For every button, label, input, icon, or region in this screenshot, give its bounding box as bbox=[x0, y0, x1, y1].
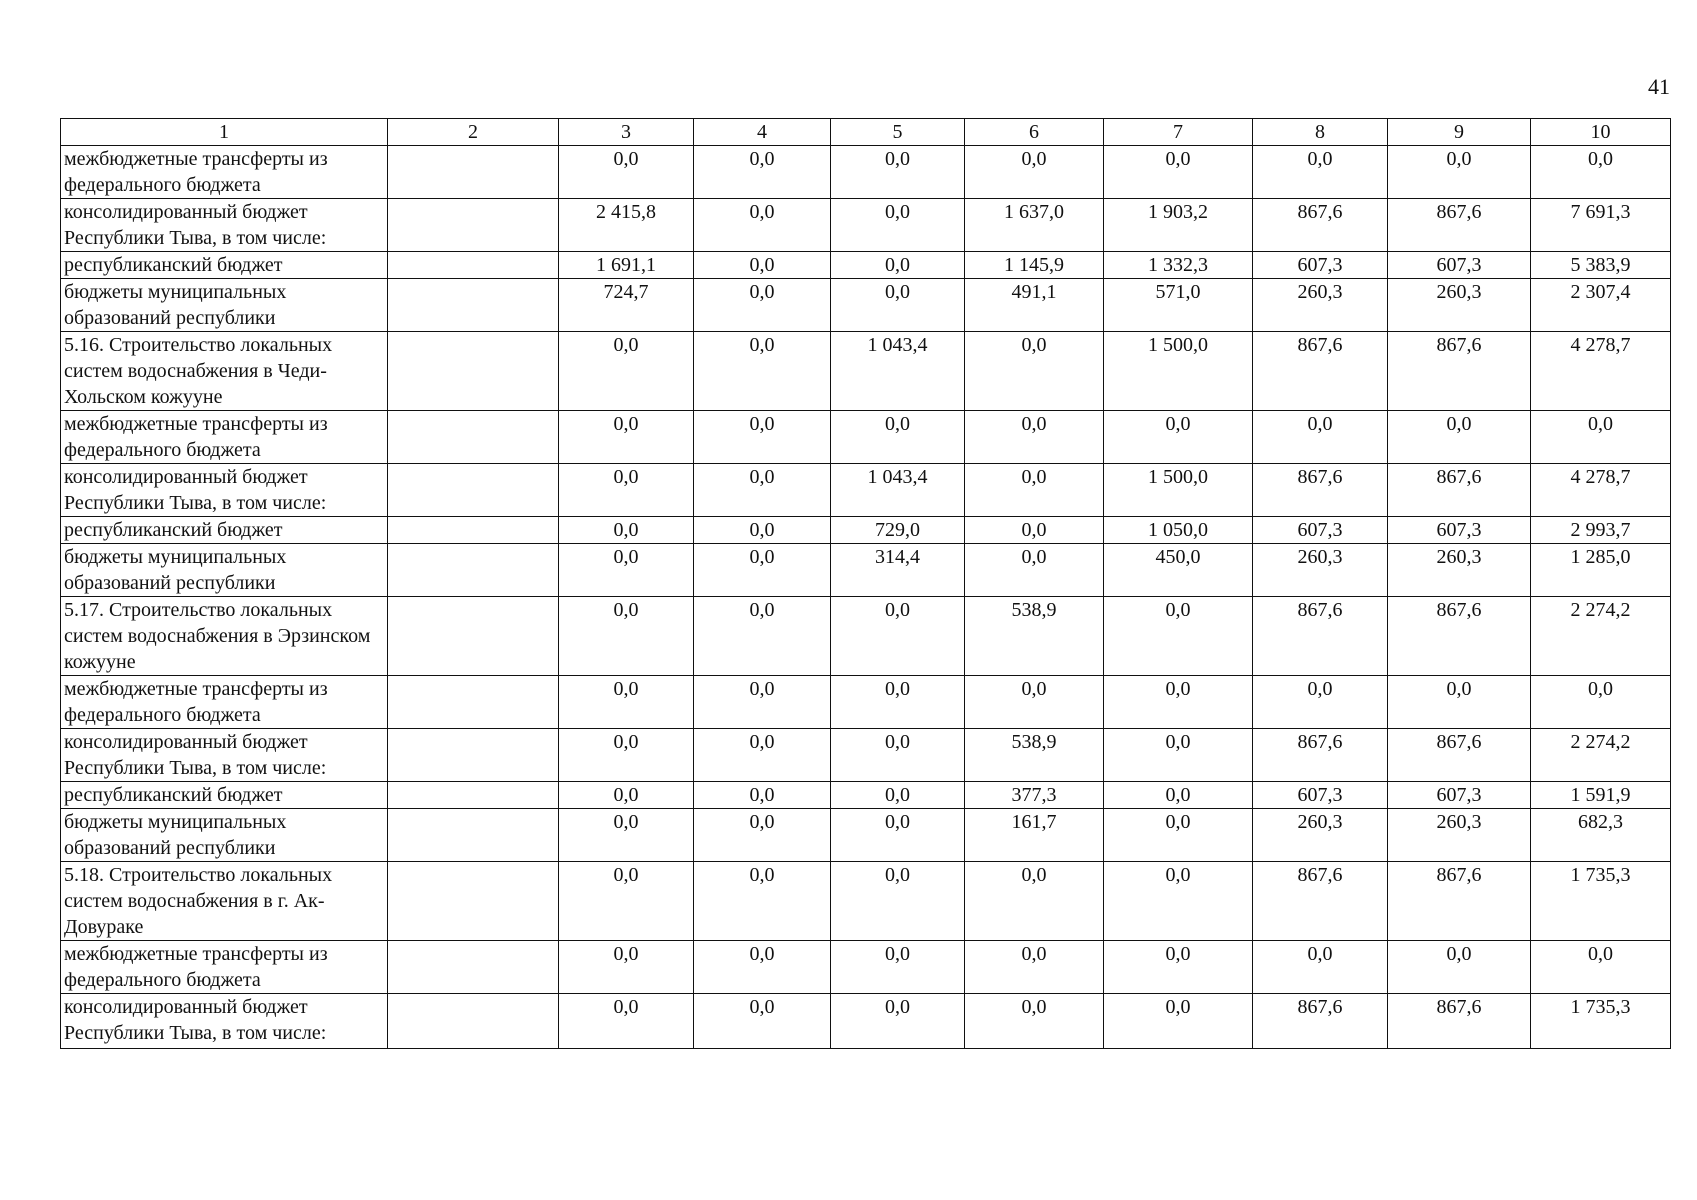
table-row bbox=[61, 332, 1671, 411]
row-label: межбюджетные трансферты из федерального бюджета bbox=[61, 146, 388, 199]
value-cell: 260,3 bbox=[1253, 279, 1388, 332]
value-cell: 0,0 bbox=[694, 517, 831, 544]
value-cell: 491,1 bbox=[965, 279, 1104, 332]
row-label: межбюджетные трансферты из федерального бюджета bbox=[61, 941, 388, 994]
value-cell: 0,0 bbox=[965, 862, 1104, 941]
value-cell: 607,3 bbox=[1253, 517, 1388, 544]
value-cell: 0,0 bbox=[965, 544, 1104, 597]
value-cell: 0,0 bbox=[1104, 146, 1253, 199]
value-cell: 2 274,2 bbox=[1531, 729, 1671, 782]
value-cell: 1 043,4 bbox=[831, 464, 965, 517]
responsible-cell bbox=[388, 994, 559, 1049]
row-label: межбюджетные трансферты из федерального бюджета bbox=[61, 411, 388, 464]
value-cell: 0,0 bbox=[559, 729, 694, 782]
value-cell: 1 500,0 bbox=[1104, 464, 1253, 517]
value-cell: 867,6 bbox=[1388, 597, 1531, 676]
value-cell: 571,0 bbox=[1104, 279, 1253, 332]
value-cell: 867,6 bbox=[1253, 332, 1388, 411]
table-row bbox=[61, 597, 1671, 676]
value-cell: 0,0 bbox=[831, 411, 965, 464]
table-row bbox=[61, 517, 1671, 544]
value-cell: 0,0 bbox=[831, 809, 965, 862]
responsible-cell bbox=[388, 332, 559, 411]
table-row bbox=[61, 782, 1671, 809]
column-header: 2 bbox=[388, 119, 559, 146]
value-cell: 260,3 bbox=[1253, 544, 1388, 597]
table-row bbox=[61, 464, 1671, 517]
column-header: 7 bbox=[1104, 119, 1253, 146]
value-cell: 0,0 bbox=[965, 941, 1104, 994]
table-row bbox=[61, 676, 1671, 729]
value-cell: 0,0 bbox=[1104, 862, 1253, 941]
value-cell: 0,0 bbox=[965, 464, 1104, 517]
value-cell: 1 735,3 bbox=[1531, 862, 1671, 941]
value-cell: 260,3 bbox=[1388, 279, 1531, 332]
value-cell: 0,0 bbox=[965, 994, 1104, 1049]
value-cell: 0,0 bbox=[694, 146, 831, 199]
value-cell: 0,0 bbox=[1388, 146, 1531, 199]
value-cell: 0,0 bbox=[965, 411, 1104, 464]
row-label: 5.18. Строительство локальных систем водоснабжения в г. Ак-Довураке bbox=[61, 862, 388, 941]
table-row bbox=[61, 279, 1671, 332]
value-cell: 867,6 bbox=[1253, 597, 1388, 676]
table-row bbox=[61, 729, 1671, 782]
value-cell: 867,6 bbox=[1253, 862, 1388, 941]
value-cell: 867,6 bbox=[1388, 464, 1531, 517]
column-header: 5 bbox=[831, 119, 965, 146]
value-cell: 867,6 bbox=[1253, 464, 1388, 517]
value-cell: 314,4 bbox=[831, 544, 965, 597]
value-cell: 1 050,0 bbox=[1104, 517, 1253, 544]
value-cell: 0,0 bbox=[559, 941, 694, 994]
value-cell: 538,9 bbox=[965, 729, 1104, 782]
value-cell: 0,0 bbox=[559, 544, 694, 597]
value-cell: 0,0 bbox=[965, 676, 1104, 729]
value-cell: 0,0 bbox=[831, 782, 965, 809]
value-cell: 0,0 bbox=[694, 994, 831, 1049]
value-cell: 0,0 bbox=[1388, 411, 1531, 464]
row-label: республиканский бюджет bbox=[61, 252, 388, 279]
table-row bbox=[61, 411, 1671, 464]
table-header bbox=[61, 119, 1671, 146]
row-label: консолидированный бюджет Республики Тыва, в том числе: bbox=[61, 729, 388, 782]
value-cell: 867,6 bbox=[1253, 994, 1388, 1049]
value-cell: 0,0 bbox=[559, 411, 694, 464]
value-cell: 0,0 bbox=[559, 464, 694, 517]
value-cell: 1 691,1 bbox=[559, 252, 694, 279]
value-cell: 0,0 bbox=[694, 411, 831, 464]
value-cell: 0,0 bbox=[559, 809, 694, 862]
value-cell: 5 383,9 bbox=[1531, 252, 1671, 279]
value-cell: 0,0 bbox=[559, 782, 694, 809]
responsible-cell bbox=[388, 597, 559, 676]
value-cell: 0,0 bbox=[1104, 411, 1253, 464]
value-cell: 1 285,0 bbox=[1531, 544, 1671, 597]
value-cell: 538,9 bbox=[965, 597, 1104, 676]
value-cell: 0,0 bbox=[1104, 782, 1253, 809]
value-cell: 0,0 bbox=[694, 862, 831, 941]
value-cell: 0,0 bbox=[694, 464, 831, 517]
value-cell: 0,0 bbox=[831, 862, 965, 941]
responsible-cell bbox=[388, 199, 559, 252]
value-cell: 867,6 bbox=[1253, 199, 1388, 252]
value-cell: 607,3 bbox=[1253, 252, 1388, 279]
table-row bbox=[61, 994, 1671, 1049]
value-cell: 0,0 bbox=[559, 332, 694, 411]
value-cell: 0,0 bbox=[1104, 994, 1253, 1049]
value-cell: 4 278,7 bbox=[1531, 464, 1671, 517]
value-cell: 867,6 bbox=[1388, 994, 1531, 1049]
value-cell: 0,0 bbox=[559, 994, 694, 1049]
value-cell: 0,0 bbox=[1104, 809, 1253, 862]
value-cell: 0,0 bbox=[965, 146, 1104, 199]
value-cell: 260,3 bbox=[1388, 809, 1531, 862]
value-cell: 1 145,9 bbox=[965, 252, 1104, 279]
value-cell: 450,0 bbox=[1104, 544, 1253, 597]
responsible-cell bbox=[388, 782, 559, 809]
value-cell: 0,0 bbox=[1253, 676, 1388, 729]
value-cell: 1 043,4 bbox=[831, 332, 965, 411]
row-label: республиканский бюджет bbox=[61, 517, 388, 544]
value-cell: 0,0 bbox=[1104, 676, 1253, 729]
value-cell: 0,0 bbox=[1253, 411, 1388, 464]
value-cell: 0,0 bbox=[694, 782, 831, 809]
value-cell: 377,3 bbox=[965, 782, 1104, 809]
value-cell: 0,0 bbox=[694, 941, 831, 994]
value-cell: 607,3 bbox=[1388, 517, 1531, 544]
value-cell: 0,0 bbox=[831, 199, 965, 252]
value-cell: 2 274,2 bbox=[1531, 597, 1671, 676]
value-cell: 0,0 bbox=[694, 252, 831, 279]
value-cell: 0,0 bbox=[1531, 941, 1671, 994]
value-cell: 7 691,3 bbox=[1531, 199, 1671, 252]
value-cell: 867,6 bbox=[1388, 199, 1531, 252]
row-label: межбюджетные трансферты из федерального бюджета bbox=[61, 676, 388, 729]
value-cell: 0,0 bbox=[694, 597, 831, 676]
value-cell: 0,0 bbox=[694, 544, 831, 597]
value-cell: 0,0 bbox=[1104, 729, 1253, 782]
value-cell: 1 332,3 bbox=[1104, 252, 1253, 279]
value-cell: 0,0 bbox=[559, 676, 694, 729]
row-label: бюджеты муниципальных образований республики bbox=[61, 279, 388, 332]
table-row bbox=[61, 809, 1671, 862]
column-header: 3 bbox=[559, 119, 694, 146]
value-cell: 729,0 bbox=[831, 517, 965, 544]
column-header: 8 bbox=[1253, 119, 1388, 146]
value-cell: 724,7 bbox=[559, 279, 694, 332]
table-row bbox=[61, 252, 1671, 279]
value-cell: 0,0 bbox=[559, 146, 694, 199]
value-cell: 0,0 bbox=[694, 676, 831, 729]
responsible-cell bbox=[388, 517, 559, 544]
column-header: 6 bbox=[965, 119, 1104, 146]
value-cell: 0,0 bbox=[831, 941, 965, 994]
value-cell: 0,0 bbox=[831, 146, 965, 199]
row-label: консолидированный бюджет Республики Тыва, в том числе: bbox=[61, 199, 388, 252]
row-label: консолидированный бюджет Республики Тыва, в том числе: bbox=[61, 994, 388, 1049]
responsible-cell bbox=[388, 862, 559, 941]
value-cell: 2 415,8 bbox=[559, 199, 694, 252]
table-row bbox=[61, 146, 1671, 199]
responsible-cell bbox=[388, 729, 559, 782]
value-cell: 0,0 bbox=[1531, 676, 1671, 729]
value-cell: 0,0 bbox=[831, 252, 965, 279]
value-cell: 260,3 bbox=[1388, 544, 1531, 597]
value-cell: 0,0 bbox=[1531, 146, 1671, 199]
column-header: 4 bbox=[694, 119, 831, 146]
value-cell: 1 591,9 bbox=[1531, 782, 1671, 809]
value-cell: 0,0 bbox=[694, 809, 831, 862]
value-cell: 0,0 bbox=[694, 199, 831, 252]
value-cell: 0,0 bbox=[694, 729, 831, 782]
value-cell: 0,0 bbox=[559, 862, 694, 941]
row-label: 5.16. Строительство локальных систем водоснабжения в Чеди-Хольском кожууне bbox=[61, 332, 388, 411]
value-cell: 0,0 bbox=[694, 279, 831, 332]
column-header: 9 bbox=[1388, 119, 1531, 146]
value-cell: 867,6 bbox=[1388, 862, 1531, 941]
value-cell: 1 637,0 bbox=[965, 199, 1104, 252]
row-label: бюджеты муниципальных образований республики bbox=[61, 544, 388, 597]
column-header: 1 bbox=[61, 119, 388, 146]
value-cell: 607,3 bbox=[1253, 782, 1388, 809]
value-cell: 682,3 bbox=[1531, 809, 1671, 862]
value-cell: 867,6 bbox=[1253, 729, 1388, 782]
value-cell: 0,0 bbox=[965, 517, 1104, 544]
budget-table bbox=[60, 118, 1671, 1049]
responsible-cell bbox=[388, 252, 559, 279]
value-cell: 2 993,7 bbox=[1531, 517, 1671, 544]
value-cell: 0,0 bbox=[1104, 941, 1253, 994]
value-cell: 607,3 bbox=[1388, 782, 1531, 809]
responsible-cell bbox=[388, 676, 559, 729]
value-cell: 867,6 bbox=[1388, 332, 1531, 411]
responsible-cell bbox=[388, 809, 559, 862]
value-cell: 2 307,4 bbox=[1531, 279, 1671, 332]
value-cell: 0,0 bbox=[1253, 941, 1388, 994]
value-cell: 1 903,2 bbox=[1104, 199, 1253, 252]
value-cell: 4 278,7 bbox=[1531, 332, 1671, 411]
row-label: бюджеты муниципальных образований республики bbox=[61, 809, 388, 862]
value-cell: 0,0 bbox=[559, 597, 694, 676]
column-number-row bbox=[61, 119, 1671, 146]
value-cell: 0,0 bbox=[1388, 676, 1531, 729]
table-row bbox=[61, 941, 1671, 994]
value-cell: 0,0 bbox=[1104, 597, 1253, 676]
page-number: 41 bbox=[1648, 74, 1670, 99]
row-label: республиканский бюджет bbox=[61, 782, 388, 809]
table-row bbox=[61, 544, 1671, 597]
responsible-cell bbox=[388, 146, 559, 199]
value-cell: 0,0 bbox=[1531, 411, 1671, 464]
responsible-cell bbox=[388, 411, 559, 464]
value-cell: 0,0 bbox=[831, 279, 965, 332]
responsible-cell bbox=[388, 279, 559, 332]
table-row bbox=[61, 199, 1671, 252]
value-cell: 1 735,3 bbox=[1531, 994, 1671, 1049]
value-cell: 0,0 bbox=[694, 332, 831, 411]
row-label: 5.17. Строительство локальных систем водоснабжения в Эрзинском кожууне bbox=[61, 597, 388, 676]
responsible-cell bbox=[388, 544, 559, 597]
value-cell: 0,0 bbox=[559, 517, 694, 544]
value-cell: 0,0 bbox=[965, 332, 1104, 411]
value-cell: 1 500,0 bbox=[1104, 332, 1253, 411]
value-cell: 0,0 bbox=[1388, 941, 1531, 994]
table-body bbox=[61, 146, 1671, 1049]
row-label: консолидированный бюджет Республики Тыва, в том числе: bbox=[61, 464, 388, 517]
value-cell: 0,0 bbox=[831, 597, 965, 676]
responsible-cell bbox=[388, 464, 559, 517]
value-cell: 161,7 bbox=[965, 809, 1104, 862]
value-cell: 0,0 bbox=[1253, 146, 1388, 199]
value-cell: 867,6 bbox=[1388, 729, 1531, 782]
value-cell: 0,0 bbox=[831, 729, 965, 782]
table-row bbox=[61, 862, 1671, 941]
value-cell: 607,3 bbox=[1388, 252, 1531, 279]
value-cell: 260,3 bbox=[1253, 809, 1388, 862]
value-cell: 0,0 bbox=[831, 994, 965, 1049]
column-header: 10 bbox=[1531, 119, 1671, 146]
value-cell: 0,0 bbox=[831, 676, 965, 729]
responsible-cell bbox=[388, 941, 559, 994]
